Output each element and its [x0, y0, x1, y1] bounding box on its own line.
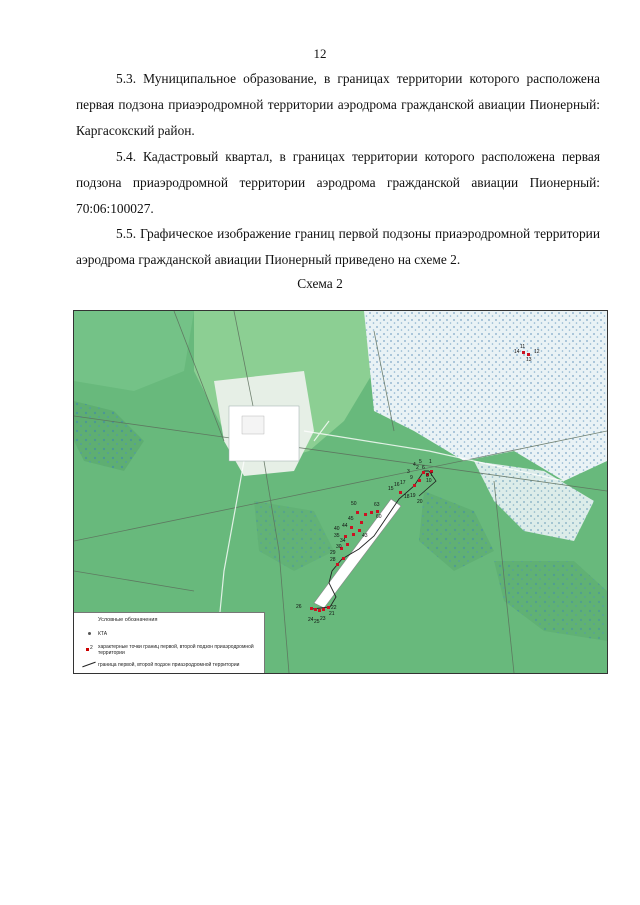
- point-label: 16: [394, 482, 400, 488]
- page-number: 12: [313, 46, 327, 61]
- legend-point-example: 2: [90, 645, 93, 651]
- point-label: 63: [374, 502, 380, 508]
- map-legend: [74, 612, 265, 673]
- legend-row-line: [80, 660, 260, 670]
- point-label: 40: [334, 526, 340, 532]
- point-label: 45: [348, 516, 354, 522]
- point-label: 21: [329, 611, 335, 617]
- point-label: 3: [407, 469, 410, 475]
- point-label: 17: [400, 480, 406, 486]
- figure-caption: Схема 2: [297, 276, 343, 291]
- point-label: 1: [429, 459, 432, 465]
- point-label: 2: [416, 465, 419, 471]
- point-label: 10: [426, 478, 432, 484]
- point-label: 9: [410, 475, 413, 481]
- point-label: 8: [426, 473, 429, 479]
- point-label: 18: [404, 494, 410, 500]
- paragraph-5-3: 5.3. Муниципальное образование, в границах территории которого расположена первая подзона приаэродромной территории аэродрома гражданской авиации Пионерный: Каргасокский район.: [76, 71, 600, 138]
- legend-line-label: граница первой, второй подзон приаэродромной территории: [98, 662, 240, 668]
- point-label: 12: [534, 349, 540, 355]
- scheme-map: [73, 310, 608, 674]
- point-label: 13: [526, 357, 532, 363]
- point-label: 26: [296, 604, 302, 610]
- boundary-point-icon: [80, 645, 98, 655]
- point-label: 60: [376, 514, 382, 520]
- point-label: 24: [308, 617, 314, 623]
- legend-kta-label: КТА: [98, 631, 108, 637]
- point-label: 50: [351, 501, 357, 507]
- point-label: 4: [413, 462, 416, 468]
- point-label: 6: [422, 465, 425, 471]
- point-label: 20: [417, 499, 423, 505]
- point-label: 30: [336, 544, 342, 550]
- legend-row-points: [80, 644, 260, 656]
- point-label: 25: [314, 619, 320, 625]
- point-label: 29: [330, 550, 336, 556]
- kta-marker-icon: [80, 629, 98, 639]
- paragraph-5-4: 5.4. Кадастровый квартал, в границах территории которого расположена первая подзона приаэродромной территории аэродрома гражданской авиации Пионерный: 70:06:100027.: [76, 149, 600, 216]
- legend-point-label: характерные точки границ первой, второй подзон приаэродромной территории: [98, 644, 254, 656]
- point-label: 44: [342, 523, 348, 529]
- point-label: 35: [334, 533, 340, 539]
- legend-row-kta: [80, 629, 260, 639]
- point-label: 5: [419, 459, 422, 465]
- point-label: 43: [362, 533, 368, 539]
- point-label: 28: [330, 557, 336, 563]
- legend-title: Условные обозначения: [98, 617, 158, 623]
- point-label: 14: [514, 349, 520, 355]
- point-label: 7: [430, 472, 433, 478]
- point-label: 11: [520, 344, 526, 350]
- boundary-line-icon: [80, 660, 98, 670]
- point-label: 22: [331, 605, 337, 611]
- point-label: 23: [320, 616, 326, 622]
- point-label: 34: [340, 538, 346, 544]
- point-label: 19: [410, 493, 416, 499]
- paragraph-5-5: 5.5. Графическое изображение границ первой подзоны приаэродромной территории аэродрома гражданской авиации Пионерный приведено на схеме 2.: [76, 226, 600, 267]
- point-label: 15: [388, 486, 394, 492]
